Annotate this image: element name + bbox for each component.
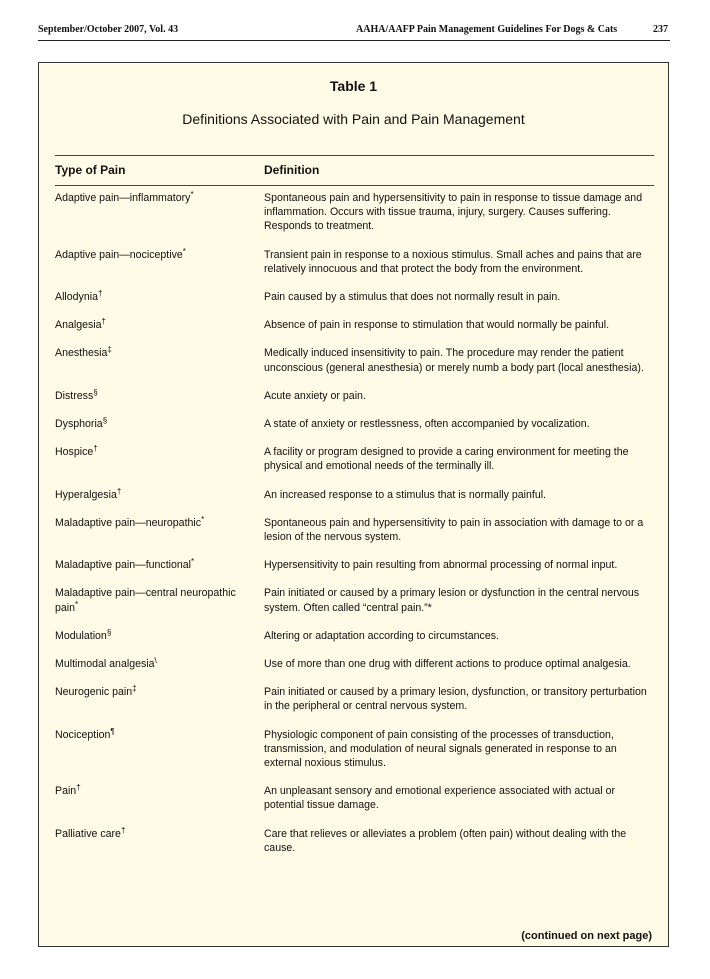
term-cell <box>55 827 264 855</box>
definition-cell: A facility or program designed to provide a caring environment for meeting the physical and emotional needs of the terminally ill. <box>264 446 629 473</box>
table-row <box>55 445 654 473</box>
footnote-mark: † <box>98 289 103 299</box>
table-row <box>55 488 654 502</box>
term-text: Maladaptive pain—functional <box>55 559 192 572</box>
table-row <box>55 389 654 403</box>
term-cell <box>55 558 264 572</box>
table-row <box>55 191 654 234</box>
term-text: Nociception <box>55 728 111 741</box>
table-row <box>55 558 654 572</box>
article-title-header: AAHA/AAFP Pain Management Guidelines For Dogs & Cats <box>356 24 618 35</box>
table-row <box>55 629 654 643</box>
table-title: Table 1 <box>329 78 378 94</box>
table-row <box>55 657 654 671</box>
term-text: Adaptive pain—nociceptive <box>55 248 183 261</box>
term-cell <box>55 346 264 374</box>
table-row <box>55 827 654 855</box>
term-cell <box>55 629 264 643</box>
table-body <box>55 191 654 855</box>
footnote-mark: § <box>106 627 112 637</box>
term-cell <box>55 784 264 812</box>
column-header-definition: Definition <box>264 163 320 177</box>
footnote-mark: * <box>75 599 79 609</box>
table-row <box>55 248 654 276</box>
definition-cell: An unpleasant sensory and emotional experience associated with actual or potential tissue damage. <box>264 785 615 812</box>
footnote-mark: † <box>93 444 98 454</box>
definition-cell: Medically induced insensitivity to pain. The procedure may render the patient unconscious (general anesthesia) or merely numb a body part (local anesthesia). <box>264 347 644 374</box>
term-text: Dysphoria <box>55 418 103 431</box>
definitions-table <box>38 62 669 947</box>
term-cell <box>55 685 264 713</box>
term-cell <box>55 417 264 431</box>
term-text: Multimodal analgesia <box>55 658 155 671</box>
definition-cell: Physiologic component of pain consisting of the processes of transduction, transmission, and modulation of neural signals generated in response to an external noxious stimulus. <box>264 728 617 770</box>
continued-note: (continued on next page) <box>521 930 652 942</box>
term-cell <box>55 728 264 771</box>
definition-cell: An increased response to a stimulus that is normally painful. <box>264 488 547 501</box>
page-number: 237 <box>653 24 668 35</box>
term-cell <box>55 248 264 276</box>
footnote-mark: * <box>190 190 194 199</box>
term-cell <box>55 488 264 502</box>
definition-cell: Transient pain in response to a noxious stimulus. Small aches and pains that are relatively innocuous and that protect the body from the environment. <box>264 248 642 275</box>
term-cell <box>55 318 264 332</box>
journal-issue: September/October 2007, Vol. 43 <box>38 24 179 35</box>
footnote-mark: ‡ <box>107 345 112 355</box>
term-text: Neurogenic pain <box>55 686 133 699</box>
term-text: Maladaptive pain—central neuropathic pain <box>55 587 236 614</box>
footnote-mark: ¶ <box>110 726 115 736</box>
column-header-type: Type of Pain <box>55 163 126 177</box>
definition-cell: Acute anxiety or pain. <box>264 389 366 402</box>
definition-cell: Care that relieves or alleviates a problem (often pain) without dealing with the cause. <box>264 827 627 854</box>
footnote-mark: § <box>93 387 98 397</box>
footnote-mark: ‡ <box>132 684 137 694</box>
definition-cell: Pain initiated or caused by a primary lesion or dysfunction in the central nervous system. Often called “central pain.”* <box>264 587 640 614</box>
table-row <box>55 685 654 713</box>
footnote-mark: † <box>101 317 106 327</box>
term-text: Analgesia <box>55 319 102 332</box>
term-cell <box>55 657 264 671</box>
term-cell <box>55 191 264 234</box>
term-cell <box>55 389 264 403</box>
footnote-mark: \ <box>154 656 157 666</box>
definition-cell: Pain caused by a stimulus that does not normally result in pain. <box>264 291 561 304</box>
term-text: Anesthesia <box>55 347 108 360</box>
table-top-rule <box>55 155 654 156</box>
footnote-mark: † <box>116 486 122 496</box>
running-head <box>38 22 670 41</box>
table-header-rule <box>55 185 654 186</box>
table-row <box>55 516 654 544</box>
term-cell <box>55 586 264 614</box>
footnote-mark: † <box>120 825 126 835</box>
term-text: Hyperalgesia <box>55 488 117 501</box>
definition-cell: Use of more than one drug with different actions to produce optimal analgesia. <box>264 658 631 671</box>
table-row <box>55 290 654 304</box>
term-cell <box>55 445 264 473</box>
footnote-mark: † <box>76 783 81 793</box>
definition-cell: Spontaneous pain and hypersensitivity to pain in association with damage to or a lesion of the nervous system. <box>264 516 644 544</box>
definition-cell: Spontaneous pain and hypersensitivity to pain in response to tissue damage and inflammation. Occurs with tissue trauma, injury, surgery. Causes suffering. Responds to treatment. <box>264 192 643 233</box>
footnote-mark: * <box>182 246 186 256</box>
table-subtitle: Definitions Associated with Pain and Pain Management <box>182 111 525 127</box>
footnote-mark: * <box>191 557 195 567</box>
term-cell <box>55 516 264 544</box>
term-cell <box>55 290 264 304</box>
table-row <box>55 417 654 431</box>
table-row <box>55 318 654 332</box>
term-text: Hospice <box>55 446 94 459</box>
table-row <box>55 784 654 812</box>
table-row <box>55 586 654 614</box>
table-row <box>55 346 654 374</box>
term-text: Modulation <box>55 629 107 642</box>
table-row <box>55 728 654 771</box>
definition-cell: Hypersensitivity to pain resulting from abnormal processing of normal input. <box>264 559 618 572</box>
term-text: Allodynia <box>55 291 98 304</box>
term-text: Maladaptive pain—neuropathic <box>55 516 202 529</box>
definition-cell: A state of anxiety or restlessness, often accompanied by vocalization. <box>264 418 590 431</box>
definition-cell: Altering or adaptation according to circumstances. <box>264 629 499 642</box>
term-text: Distress <box>55 389 94 402</box>
definition-cell: Absence of pain in response to stimulation that would normally be painful. <box>264 319 610 332</box>
footnote-mark: § <box>102 416 108 426</box>
term-text: Pain <box>55 785 77 798</box>
definition-cell: Pain initiated or caused by a primary lesion, dysfunction, or transitory perturbation in the peripheral or central nervous system. <box>264 686 647 713</box>
term-text: Adaptive pain—inflammatory <box>55 192 191 204</box>
term-text: Palliative care <box>55 827 121 840</box>
footnote-mark: * <box>201 514 205 524</box>
